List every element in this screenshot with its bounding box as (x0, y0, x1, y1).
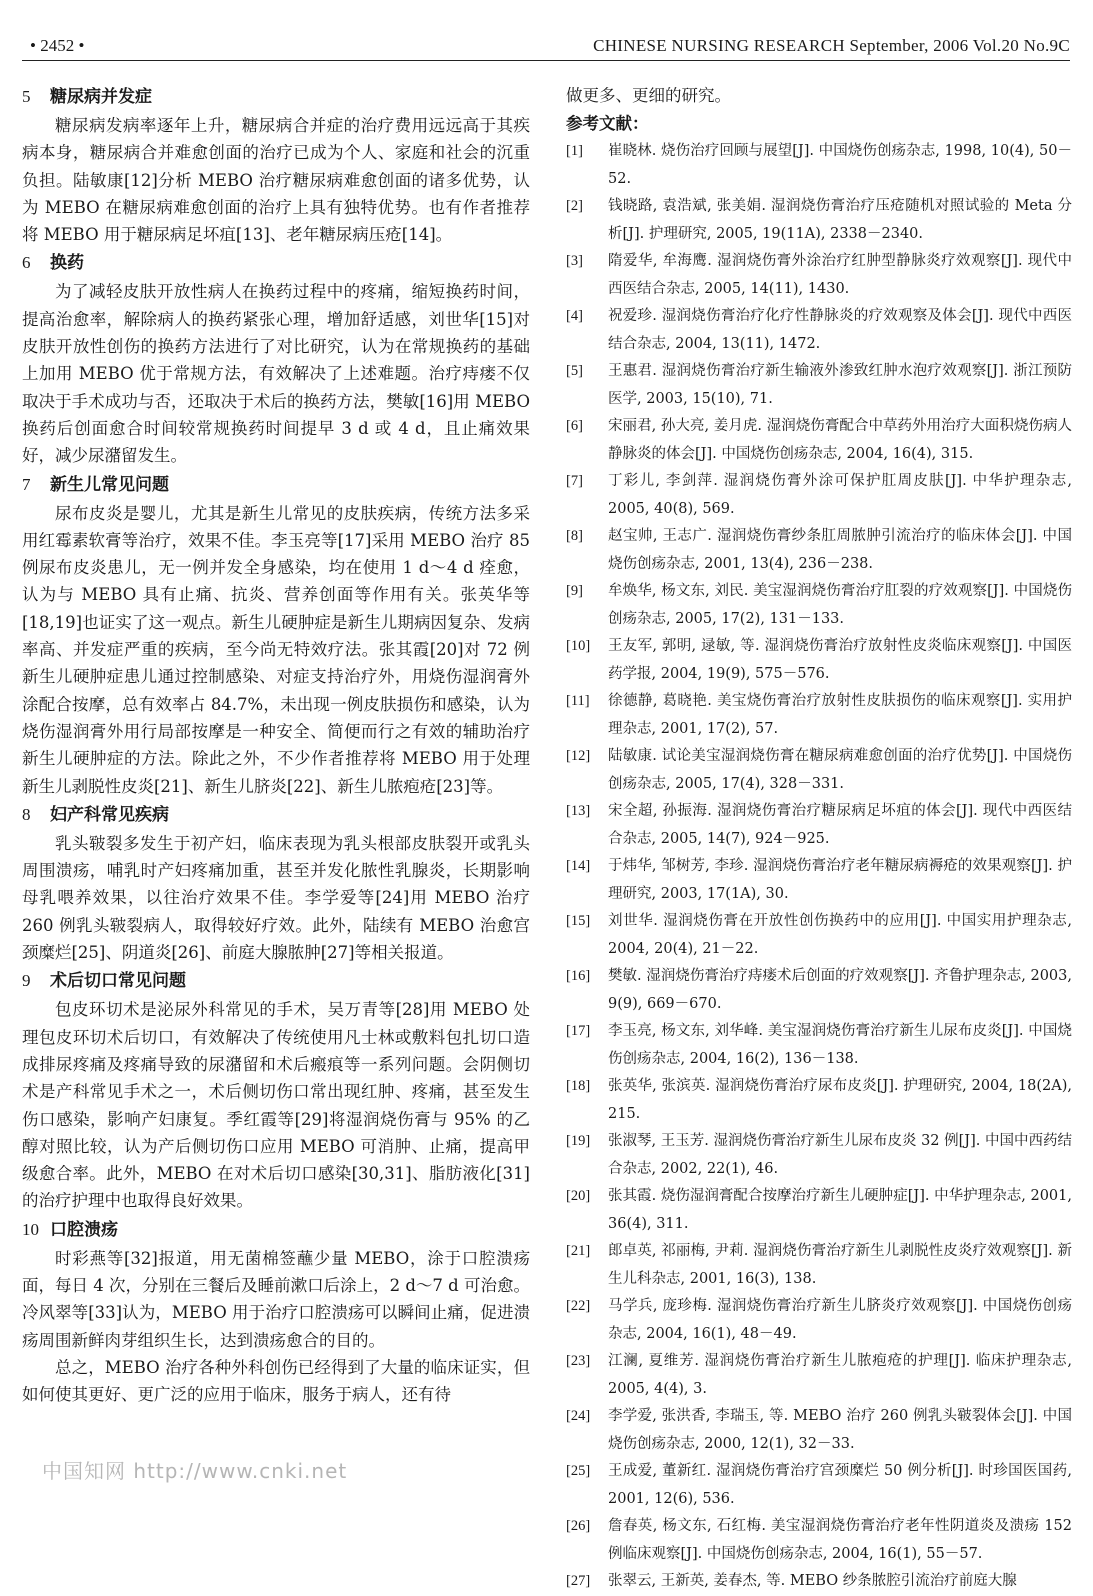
reference-number: [9] (566, 583, 583, 600)
reference-text: 李玉亮, 杨文东, 刘华峰. 美宝湿润烧伤膏治疗新生儿尿布皮炎[J]. 中国烧伤创疡杂志, 2004, 16(2), 136－138. (608, 1023, 1072, 1067)
reference-text: 樊敏. 湿润烧伤膏治疗痔瘘术后创面的疗效观察[J]. 齐鲁护理杂志, 2003, 9(9), 669－670. (608, 968, 1072, 1012)
reference-text: 江澜, 夏维芳. 湿润烧伤膏治疗新生儿脓疱疮的护理[J]. 临床护理杂志, 2005, 4(4), 3. (608, 1353, 1072, 1397)
reference-text: 李学爱, 张洪香, 李瑞玉, 等. MEBO 治疗 260 例乳头皲裂体会[J]. 中国烧伤创疡杂志, 2000, 12(1), 32－33. (608, 1408, 1072, 1452)
reference-text: 赵宝帅, 王志广. 湿润烧伤膏纱条肛周脓肿引流治疗的临床体会[J]. 中国烧伤创疡杂志, 2001, 13(4), 236－238. (608, 528, 1072, 572)
reference-number: [2] (566, 198, 583, 215)
reference-item (566, 1458, 1072, 1513)
section-number: 7 (22, 474, 31, 494)
section-heading (22, 470, 530, 500)
reference-number: [4] (566, 308, 583, 325)
reference-item (566, 413, 1072, 468)
body-paragraph: 时彩燕等[32]报道，用无菌棉签蘸少量 MEBO，涂于口腔溃疡面，每日 4 次，分别在三餐后及睡前漱口后涂上，2 d～7 d 可治愈。冷风翠等[33]认为，MEBO 用于治疗口腔溃疡可以瞬间止痛，促进溃疡周围新鲜肉芽组织生长，达到溃疡愈合的目的。 (22, 1248, 530, 1350)
reference-text: 崔晓林. 烧伤治疗回顾与展望[J]. 中国烧伤创疡杂志, 1998, 10(4), 50－52. (608, 143, 1072, 187)
reference-number: [3] (566, 253, 583, 270)
reference-item (566, 1018, 1072, 1073)
reference-number: [26] (566, 1518, 591, 1535)
section-heading (22, 966, 530, 996)
reference-text: 隋爱华, 牟海鹰. 湿润烧伤膏外涂治疗红肿型静脉炎疗效观察[J]. 现代中西医结合杂志, 2005, 14(11), 1430. (608, 253, 1072, 297)
reference-text: 于炜华, 邹树芳, 李珍. 湿润烧伤膏治疗老年糖尿病褥疮的效果观察[J]. 护理研究, 2003, 17(1A), 30. (608, 858, 1072, 902)
reference-text: 宋全超, 孙振海. 湿润烧伤膏治疗糖尿病足坏疽的体会[J]. 现代中西医结合杂志, 2005, 14(7), 924－925. (608, 803, 1072, 847)
reference-number: [18] (566, 1078, 591, 1095)
reference-item (566, 1293, 1072, 1348)
reference-number: [1] (566, 143, 583, 160)
body-paragraph: 糖尿病发病率逐年上升，糖尿病合并症的治疗费用远远高于其疾病本身，糖尿病合并难愈创面的治疗已成为个人、家庭和社会的沉重负担。陆敏康[12]分析 MEBO 治疗糖尿病难愈创面的诸多优势，认为 MEBO 在糖尿病难愈创面的治疗上具有独特优势。也有作者推荐将 MEBO 用于糖尿病足坏疽[13]、老年糖尿病压疮[14]。 (22, 116, 530, 245)
reference-item (566, 853, 1072, 908)
section-heading (22, 82, 530, 112)
reference-item (566, 358, 1072, 413)
reference-number: [21] (566, 1243, 591, 1260)
reference-item (566, 138, 1072, 193)
reference-item (566, 1513, 1072, 1568)
section-heading (22, 800, 530, 830)
reference-item (566, 248, 1072, 303)
reference-number: [19] (566, 1133, 591, 1150)
reference-text: 王友军, 郭明, 逯敏, 等. 湿润烧伤膏治疗放射性皮炎临床观察[J]. 中国医药学报, 2004, 19(9), 575－576. (608, 638, 1072, 682)
body-paragraph: 乳头皲裂多发生于初产妇，临床表现为乳头根部皮肤裂开或乳头周围溃疡，哺乳时产妇疼痛加重，甚至并发化脓性乳腺炎，长期影响母乳喂养效果，以往治疗效果不佳。李学爱等[24]用 MEBO 治疗 260 例乳头皲裂病人，取得较好疗效。此外，陆续有 MEBO 治愈宫颈糜烂[25]、阴道炎[26]、前庭大腺脓肿[27]等相关报道。 (22, 833, 530, 963)
section-number: 10 (22, 1219, 39, 1239)
section-title: 糖尿病并发症 (50, 87, 152, 107)
section-title: 新生儿常见问题 (50, 474, 169, 495)
reference-item (566, 1568, 1072, 1596)
reference-text: 王惠君. 湿润烧伤膏治疗新生输液外渗致红肿水泡疗效观察[J]. 浙江预防医学, 2003, 15(10), 71. (608, 363, 1072, 407)
reference-number: [24] (566, 1408, 591, 1425)
section-number: 9 (22, 971, 31, 991)
reference-number: [10] (566, 638, 591, 655)
reference-number: [16] (566, 968, 591, 985)
reference-text: 牟焕华, 杨文东, 刘民. 美宝湿润烧伤膏治疗肛裂的疗效观察[J]. 中国烧伤创疡杂志, 2005, 17(2), 131－133. (608, 583, 1072, 627)
reference-text: 王成爱, 董新红. 湿润烧伤膏治疗宫颈糜烂 50 例分析[J]. 时珍国医国药, 2001, 12(6), 536. (608, 1463, 1072, 1507)
reference-number: [6] (566, 418, 583, 435)
reference-number: [13] (566, 803, 591, 820)
section-number: 6 (22, 253, 31, 273)
reference-item (566, 633, 1072, 688)
reference-text: 丁彩儿, 李剑萍. 湿润烧伤膏外涂可保护肛周皮肤[J]. 中华护理杂志, 2005, 40(8), 569. (608, 473, 1072, 517)
reference-number: [27] (566, 1573, 591, 1590)
reference-text: 张翠云, 王新英, 姜春杰, 等. MEBO 纱条脓腔引流治疗前庭大腺 (608, 1573, 1017, 1590)
reference-number: [5] (566, 363, 583, 380)
reference-text: 郎卓英, 祁丽梅, 尹莉. 湿润烧伤膏治疗新生儿剥脱性皮炎疗效观察[J]. 新生儿科杂志, 2001, 16(3), 138. (608, 1243, 1072, 1287)
reference-text: 陆敏康. 试论美宝湿润烧伤膏在糖尿病难愈创面的治疗优势[J]. 中国烧伤创疡杂志, 2005, 17(4), 328－331. (608, 748, 1072, 792)
reference-text: 张英华, 张滨英. 湿润烧伤膏治疗尿布皮炎[J]. 护理研究, 2004, 18(2A), 215. (608, 1078, 1072, 1122)
continuation-text: 做更多、更细的研究。 (566, 86, 731, 105)
page-number: • 2452 • (30, 36, 85, 55)
reference-number: [11] (566, 693, 590, 710)
reference-text: 徐德静, 葛晓艳. 美宝烧伤膏治疗放射性皮肤损伤的临床观察[J]. 实用护理杂志, 2001, 17(2), 57. (608, 693, 1072, 737)
body-paragraph: 为了减轻皮肤开放性病人在换药过程中的疼痛，缩短换药时间，提高治愈率，解除病人的换药紧张心理，增加舒适感，刘世华[15]对皮肤开放性创伤的换药方法进行了对比研究，认为在常规换药的基础上加用 MEBO 优于常规方法，有效解决了上述难题。治疗痔瘘不仅取决于手术成功与否，还取决于术后的换药方法，樊敏[16]用 MEBO 换药后创面愈合时间较常规换药时间提早 3 d 或 4 d，且止痛效果好，减少尿潴留发生。 (22, 282, 530, 466)
reference-item (566, 1348, 1072, 1403)
reference-item (566, 1238, 1072, 1293)
reference-item (566, 193, 1072, 248)
reference-item (566, 908, 1072, 963)
reference-number: [25] (566, 1463, 591, 1480)
reference-text: 刘世华. 湿润烧伤膏在开放性创伤换药中的应用[J]. 中国实用护理杂志, 2004, 20(4), 21－22. (608, 913, 1072, 957)
reference-number: [20] (566, 1188, 591, 1205)
running-header (22, 30, 1070, 61)
section-title: 妇产科常见疾病 (50, 804, 169, 825)
reference-item (566, 523, 1072, 578)
reference-item (566, 468, 1072, 523)
section-title: 术后切口常见问题 (50, 971, 186, 992)
section-number: 5 (22, 87, 31, 106)
reference-number: [23] (566, 1353, 591, 1370)
reference-text: 詹春英, 杨文东, 石红梅. 美宝湿润烧伤膏治疗老年性阴道炎及溃疡 152 例临床观察[J]. 中国烧伤创疡杂志, 2004, 16(1), 55－57. (608, 1518, 1072, 1562)
reference-item (566, 578, 1072, 633)
cnki-watermark: 中国知网 http://www.cnki.net (42, 1459, 348, 1483)
section-title: 换药 (50, 253, 84, 274)
reference-text: 祝爱珍. 湿润烧伤膏治疗化疗性静脉炎的疗效观察及体会[J]. 现代中西医结合杂志, 2004, 13(11), 1472. (608, 308, 1072, 352)
reference-number: [12] (566, 748, 591, 765)
reference-text: 马学兵, 庞珍梅. 湿润烧伤膏治疗新生儿脐炎疗效观察[J]. 中国烧伤创疡杂志, 2004, 16(1), 48－49. (608, 1298, 1072, 1342)
reference-item (566, 1183, 1072, 1238)
reference-item (566, 1128, 1072, 1183)
body-paragraph: 总之，MEBO 治疗各种外科创伤已经得到了大量的临床证实，但如何使其更好、更广泛的应用于临床，服务于病人，还有待 (22, 1357, 530, 1405)
body-paragraph: 包皮环切术是泌尿外科常见的手术，吴万青等[28]用 MEBO 处理包皮环切术后切口，有效解决了传统使用凡士林或敷料包扎切口造成排尿疼痛及疼痛导致的尿潴留和术后瘢痕等一系列问题。会阴侧切术是产科常见手术之一，术后侧切伤口常出现红肿、疼痛，甚至发生伤口感染，影响产妇康复。季红霞等[29]将湿润烧伤膏与 95% 的乙醇对照比较，认为产后侧切伤口应用 MEBO 可消肿、止痛，提高甲级愈合率。此外，MEBO 在对术后切口感染[30,31]、脂肪液化[31]的治疗护理中也取得良好效果。 (22, 1000, 530, 1211)
reference-item (566, 743, 1072, 798)
reference-item (566, 798, 1072, 853)
left-column (22, 82, 530, 1408)
reference-number: [7] (566, 473, 583, 490)
reference-item (566, 1403, 1072, 1458)
reference-number: [15] (566, 913, 591, 930)
references-title: 参考文献： (566, 114, 649, 134)
right-column (566, 82, 1072, 1596)
reference-text: 宋丽君, 孙大亮, 姜月虎. 湿润烧伤膏配合中草药外用治疗大面积烧伤病人静脉炎的体会[J]. 中国烧伤创疡杂志, 2004, 16(4), 315. (608, 418, 1072, 462)
section-number: 8 (22, 804, 31, 824)
reference-item (566, 688, 1072, 743)
journal-info: CHINESE NURSING RESEARCH September, 2006 Vol.20 No.9C (593, 36, 1070, 55)
section-title: 口腔溃疡 (50, 1219, 118, 1240)
reference-item (566, 963, 1072, 1018)
reference-text: 张其霞. 烧伤湿润膏配合按摩治疗新生儿硬肿症[J]. 中华护理杂志, 2001, 36(4), 311. (608, 1188, 1072, 1232)
section-heading (22, 248, 530, 278)
reference-text: 钱晓路, 袁浩斌, 张美娟. 湿润烧伤膏治疗压疮随机对照试验的 Meta 分析[J]. 护理研究, 2005, 19(11A), 2338－2340. (608, 198, 1072, 242)
body-paragraph: 尿布皮炎是婴儿，尤其是新生儿常见的皮肤疾病，传统方法多采用红霉素软膏等治疗，效果不佳。李玉亮等[17]采用 MEBO 治疗 85 例尿布皮炎患儿，无一例并发全身感染，均在使用 1 d～4 d 痊愈，认为与 MEBO 具有止痛、抗炎、营养创面等作用有关。张英华等[18,19]也证实了这一观点。新生儿硬肿症是新生儿期病因复杂、发病率高、并发症严重的疾病，至今尚无特效疗法。张其霞[20]对 72 例新生儿硬肿症患儿通过控制感染、对症支持治疗外，用烧伤湿润膏外涂配合按摩，总有效率占 84.7%，未出现一例皮肤损伤和感染，认为烧伤湿润膏外用行局部按摩是一种安全、简便而行之有效的辅助治疗新生儿硬肿症的方法。除此之外，不少作者推荐将 MEBO 用于处理新生儿剥脱性皮炎[21]、新生儿脐炎[22]、新生儿脓疱疮[23]等。 (22, 503, 530, 796)
reference-list (566, 138, 1072, 1596)
reference-item (566, 1073, 1072, 1128)
reference-number: [14] (566, 858, 591, 875)
reference-number: [8] (566, 528, 583, 545)
reference-text: 张淑琴, 王玉芳. 湿润烧伤膏治疗新生儿尿布皮炎 32 例[J]. 中国中西药结合杂志, 2002, 22(1), 46. (608, 1133, 1072, 1177)
reference-item (566, 303, 1072, 358)
reference-number: [17] (566, 1023, 591, 1040)
reference-number: [22] (566, 1298, 591, 1315)
section-heading (22, 1215, 530, 1245)
